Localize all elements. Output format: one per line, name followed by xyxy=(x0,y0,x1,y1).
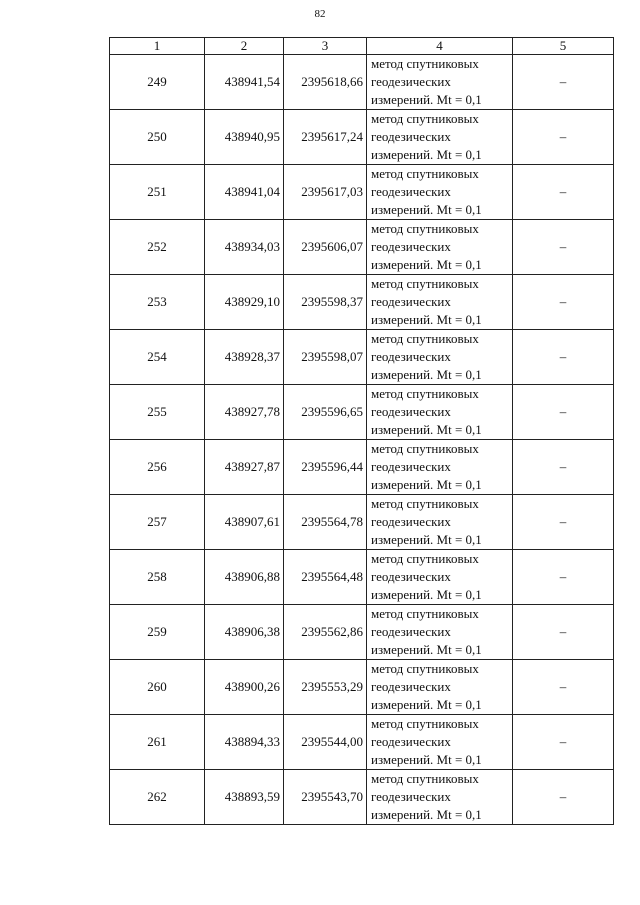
x-coordinate-cell: 438893,59 xyxy=(205,770,284,825)
method-line: метод спутниковых xyxy=(371,331,479,346)
method-line: метод спутниковых xyxy=(371,496,479,511)
method-line: измерений. Mt = 0,1 xyxy=(371,312,482,327)
y-coordinate-cell: 2395543,70 xyxy=(284,770,367,825)
x-coordinate-cell: 438927,78 xyxy=(205,385,284,440)
x-coordinate-cell: 438929,10 xyxy=(205,275,284,330)
note-cell: – xyxy=(513,440,614,495)
point-number-cell: 252 xyxy=(110,220,205,275)
method-cell xyxy=(367,275,513,330)
table-row xyxy=(110,660,614,715)
note-cell: – xyxy=(513,770,614,825)
method-cell xyxy=(367,165,513,220)
page-number: 82 xyxy=(314,8,326,20)
method-line: метод спутниковых xyxy=(371,166,479,181)
method-cell xyxy=(367,330,513,385)
method-line: измерений. Mt = 0,1 xyxy=(371,147,482,162)
method-line: геодезических xyxy=(371,404,451,419)
method-line: метод спутниковых xyxy=(371,386,479,401)
x-coordinate-cell: 438906,38 xyxy=(205,605,284,660)
note-cell: – xyxy=(513,715,614,770)
table-row xyxy=(110,605,614,660)
note-cell: – xyxy=(513,495,614,550)
method-line: измерений. Mt = 0,1 xyxy=(371,422,482,437)
method-cell xyxy=(367,495,513,550)
y-coordinate-cell: 2395617,03 xyxy=(284,165,367,220)
method-line: геодезических xyxy=(371,624,451,639)
table-row xyxy=(110,55,614,110)
note-cell: – xyxy=(513,165,614,220)
x-coordinate-cell: 438928,37 xyxy=(205,330,284,385)
note-cell: – xyxy=(513,605,614,660)
method-line: измерений. Mt = 0,1 xyxy=(371,477,482,492)
point-number-cell: 255 xyxy=(110,385,205,440)
method-line: метод спутниковых xyxy=(371,221,479,236)
table-row xyxy=(110,495,614,550)
method-line: геодезических xyxy=(371,184,451,199)
method-line: геодезических xyxy=(371,459,451,474)
point-number-cell: 251 xyxy=(110,165,205,220)
method-cell xyxy=(367,220,513,275)
method-cell xyxy=(367,55,513,110)
note-cell: – xyxy=(513,550,614,605)
y-coordinate-cell: 2395598,37 xyxy=(284,275,367,330)
note-cell: – xyxy=(513,660,614,715)
column-header-1: 1 xyxy=(110,38,205,55)
table-row xyxy=(110,550,614,605)
method-line: измерений. Mt = 0,1 xyxy=(371,752,482,767)
method-line: метод спутниковых xyxy=(371,111,479,126)
table-row xyxy=(110,330,614,385)
method-cell xyxy=(367,770,513,825)
method-line: геодезических xyxy=(371,239,451,254)
column-header-4: 4 xyxy=(367,38,513,55)
method-line: геодезических xyxy=(371,294,451,309)
y-coordinate-cell: 2395553,29 xyxy=(284,660,367,715)
method-line: измерений. Mt = 0,1 xyxy=(371,587,482,602)
table-row xyxy=(110,385,614,440)
x-coordinate-cell: 438927,87 xyxy=(205,440,284,495)
method-line: измерений. Mt = 0,1 xyxy=(371,92,482,107)
x-coordinate-cell: 438941,04 xyxy=(205,165,284,220)
note-cell: – xyxy=(513,55,614,110)
point-number-cell: 250 xyxy=(110,110,205,165)
method-line: геодезических xyxy=(371,74,451,89)
table-row xyxy=(110,275,614,330)
method-cell xyxy=(367,440,513,495)
x-coordinate-cell: 438894,33 xyxy=(205,715,284,770)
method-cell xyxy=(367,385,513,440)
method-line: измерений. Mt = 0,1 xyxy=(371,642,482,657)
method-line: измерений. Mt = 0,1 xyxy=(371,697,482,712)
method-line: метод спутниковых xyxy=(371,441,479,456)
method-cell xyxy=(367,110,513,165)
y-coordinate-cell: 2395564,78 xyxy=(284,495,367,550)
note-cell: – xyxy=(513,385,614,440)
table-row xyxy=(110,715,614,770)
x-coordinate-cell: 438940,95 xyxy=(205,110,284,165)
table-body xyxy=(110,55,614,825)
note-cell: – xyxy=(513,275,614,330)
table-row xyxy=(110,770,614,825)
point-number-cell: 261 xyxy=(110,715,205,770)
method-line: измерений. Mt = 0,1 xyxy=(371,202,482,217)
point-number-cell: 256 xyxy=(110,440,205,495)
method-line: измерений. Mt = 0,1 xyxy=(371,807,482,822)
y-coordinate-cell: 2395564,48 xyxy=(284,550,367,605)
point-number-cell: 258 xyxy=(110,550,205,605)
column-header-5: 5 xyxy=(513,38,614,55)
point-number-cell: 253 xyxy=(110,275,205,330)
method-line: геодезических xyxy=(371,789,451,804)
column-header-2: 2 xyxy=(205,38,284,55)
method-line: геодезических xyxy=(371,129,451,144)
point-number-cell: 262 xyxy=(110,770,205,825)
point-number-cell: 254 xyxy=(110,330,205,385)
method-line: измерений. Mt = 0,1 xyxy=(371,367,482,382)
x-coordinate-cell: 438906,88 xyxy=(205,550,284,605)
method-line: геодезических xyxy=(371,514,451,529)
method-cell xyxy=(367,605,513,660)
method-line: геодезических xyxy=(371,569,451,584)
table-row xyxy=(110,220,614,275)
coordinates-table xyxy=(109,37,614,825)
y-coordinate-cell: 2395596,44 xyxy=(284,440,367,495)
method-line: геодезических xyxy=(371,349,451,364)
method-line: метод спутниковых xyxy=(371,771,479,786)
point-number-cell: 249 xyxy=(110,55,205,110)
method-line: геодезических xyxy=(371,679,451,694)
table-row xyxy=(110,165,614,220)
x-coordinate-cell: 438907,61 xyxy=(205,495,284,550)
y-coordinate-cell: 2395544,00 xyxy=(284,715,367,770)
y-coordinate-cell: 2395606,07 xyxy=(284,220,367,275)
x-coordinate-cell: 438900,26 xyxy=(205,660,284,715)
point-number-cell: 260 xyxy=(110,660,205,715)
table-header-row xyxy=(110,38,614,55)
method-cell xyxy=(367,715,513,770)
note-cell: – xyxy=(513,330,614,385)
method-line: метод спутниковых xyxy=(371,606,479,621)
method-line: измерений. Mt = 0,1 xyxy=(371,257,482,272)
point-number-cell: 259 xyxy=(110,605,205,660)
method-line: метод спутниковых xyxy=(371,716,479,731)
method-line: метод спутниковых xyxy=(371,56,479,71)
note-cell: – xyxy=(513,220,614,275)
method-line: геодезических xyxy=(371,734,451,749)
method-cell xyxy=(367,550,513,605)
y-coordinate-cell: 2395618,66 xyxy=(284,55,367,110)
y-coordinate-cell: 2395596,65 xyxy=(284,385,367,440)
method-cell xyxy=(367,660,513,715)
table-row xyxy=(110,110,614,165)
column-header-3: 3 xyxy=(284,38,367,55)
note-cell: – xyxy=(513,110,614,165)
x-coordinate-cell: 438941,54 xyxy=(205,55,284,110)
method-line: метод спутниковых xyxy=(371,551,479,566)
method-line: метод спутниковых xyxy=(371,661,479,676)
method-line: измерений. Mt = 0,1 xyxy=(371,532,482,547)
point-number-cell: 257 xyxy=(110,495,205,550)
y-coordinate-cell: 2395617,24 xyxy=(284,110,367,165)
table-row xyxy=(110,440,614,495)
x-coordinate-cell: 438934,03 xyxy=(205,220,284,275)
y-coordinate-cell: 2395562,86 xyxy=(284,605,367,660)
method-line: метод спутниковых xyxy=(371,276,479,291)
y-coordinate-cell: 2395598,07 xyxy=(284,330,367,385)
